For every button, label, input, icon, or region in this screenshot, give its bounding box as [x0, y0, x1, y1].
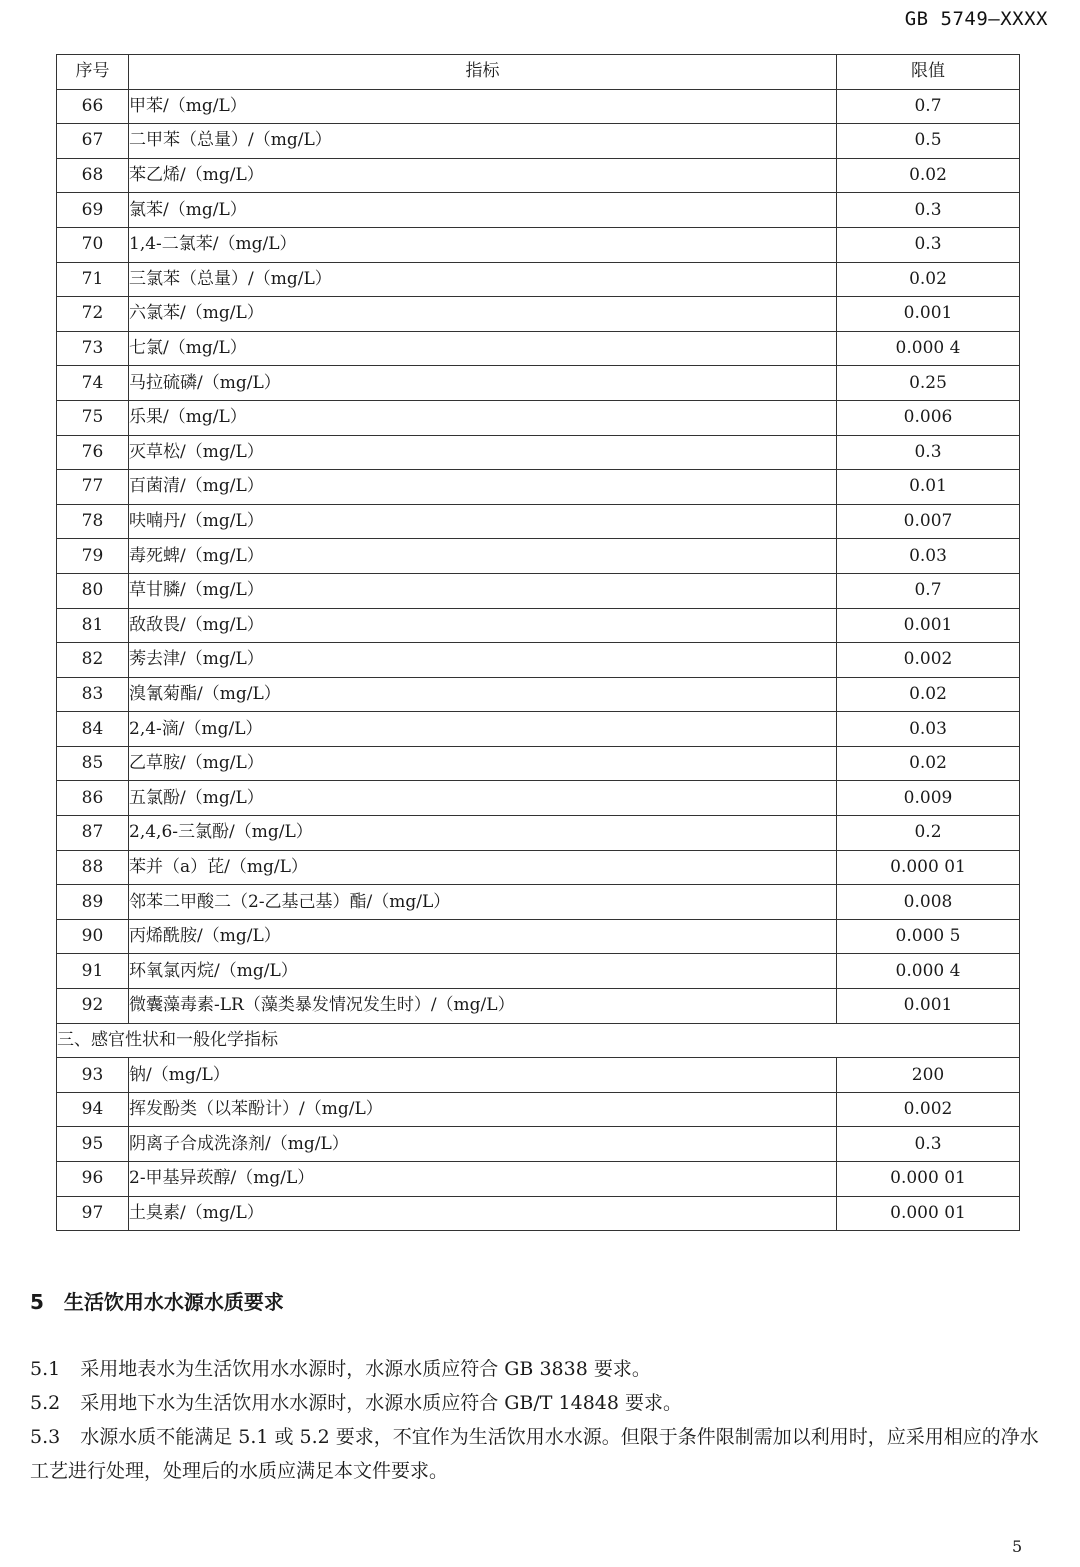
row-indicator: 2,4,6-三氯酚/（mg/L） [129, 816, 837, 851]
table-row [57, 470, 1020, 505]
row-number: 78 [57, 504, 129, 539]
row-indicator: 土臭素/（mg/L） [129, 1196, 837, 1231]
row-limit: 0.3 [837, 227, 1020, 262]
table-row [57, 919, 1020, 954]
row-limit: 0.007 [837, 504, 1020, 539]
row-indicator: 溴氰菊酯/（mg/L） [129, 677, 837, 712]
table-row [57, 781, 1020, 816]
row-limit: 0.02 [837, 262, 1020, 297]
row-number: 71 [57, 262, 129, 297]
row-number: 97 [57, 1196, 129, 1231]
row-number: 90 [57, 919, 129, 954]
clause-number: 5.2 [30, 1392, 61, 1414]
row-limit: 0.000 5 [837, 919, 1020, 954]
row-indicator: 阴离子合成洗涤剂/（mg/L） [129, 1127, 837, 1162]
table-row [57, 124, 1020, 159]
table-row [57, 608, 1020, 643]
row-number: 74 [57, 366, 129, 401]
table-row [57, 504, 1020, 539]
row-indicator: 2-甲基异莰醇/（mg/L） [129, 1162, 837, 1197]
column-header-number: 序号 [57, 55, 129, 90]
row-number: 95 [57, 1127, 129, 1162]
row-limit: 0.000 01 [837, 1196, 1020, 1231]
clause-5-2 [30, 1386, 1050, 1420]
row-indicator: 灭草松/（mg/L） [129, 435, 837, 470]
row-indicator: 2,4-滴/（mg/L） [129, 712, 837, 747]
table-row [57, 400, 1020, 435]
table-row [57, 712, 1020, 747]
table-row [57, 1058, 1020, 1093]
section-5-heading [30, 1286, 284, 1315]
row-number: 84 [57, 712, 129, 747]
row-limit: 0.02 [837, 677, 1020, 712]
row-number: 66 [57, 89, 129, 124]
row-number: 76 [57, 435, 129, 470]
table-row [57, 677, 1020, 712]
table-row [57, 885, 1020, 920]
row-number: 79 [57, 539, 129, 574]
row-number: 80 [57, 573, 129, 608]
table-row [57, 573, 1020, 608]
section-title-text: 生活饮用水水源水质要求 [63, 1290, 284, 1314]
row-limit: 0.5 [837, 124, 1020, 159]
row-limit: 200 [837, 1058, 1020, 1093]
row-limit: 0.002 [837, 643, 1020, 678]
table-row [57, 643, 1020, 678]
table-row [57, 1092, 1020, 1127]
row-indicator: 马拉硫磷/（mg/L） [129, 366, 837, 401]
row-indicator: 百菌清/（mg/L） [129, 470, 837, 505]
row-limit: 0.002 [837, 1092, 1020, 1127]
row-indicator: 莠去津/（mg/L） [129, 643, 837, 678]
section-title: 三、感官性状和一般化学指标 [57, 1023, 1020, 1058]
row-indicator: 邻苯二甲酸二（2-乙基己基）酯/（mg/L） [129, 885, 837, 920]
row-indicator: 二甲苯（总量）/（mg/L） [129, 124, 837, 159]
row-number: 91 [57, 954, 129, 989]
row-limit: 0.3 [837, 435, 1020, 470]
clause-number: 5.3 [30, 1426, 61, 1448]
clause-text: 采用地下水为生活饮用水水源时，水源水质应符合 GB/T 14848 要求。 [80, 1392, 682, 1414]
row-limit: 0.2 [837, 816, 1020, 851]
row-limit: 0.3 [837, 193, 1020, 228]
row-limit: 0.02 [837, 746, 1020, 781]
row-indicator: 环氧氯丙烷/（mg/L） [129, 954, 837, 989]
row-indicator: 乙草胺/（mg/L） [129, 746, 837, 781]
row-limit: 0.000 01 [837, 850, 1020, 885]
row-number: 77 [57, 470, 129, 505]
row-indicator: 微囊藻毒素-LR（藻类暴发情况发生时）/（mg/L） [129, 989, 837, 1024]
row-number: 69 [57, 193, 129, 228]
page-number: 5 [1012, 1537, 1023, 1556]
row-limit: 0.02 [837, 158, 1020, 193]
row-limit: 0.03 [837, 712, 1020, 747]
row-number: 81 [57, 608, 129, 643]
table-body-toxicology [57, 89, 1020, 1023]
row-number: 92 [57, 989, 129, 1024]
row-indicator: 草甘膦/（mg/L） [129, 573, 837, 608]
table-row [57, 1196, 1020, 1231]
table-row [57, 539, 1020, 574]
table-row [57, 89, 1020, 124]
row-indicator: 毒死蜱/（mg/L） [129, 539, 837, 574]
row-indicator: 苯乙烯/（mg/L） [129, 158, 837, 193]
row-number: 89 [57, 885, 129, 920]
section-row [57, 1023, 1020, 1058]
row-limit: 0.001 [837, 989, 1020, 1024]
table-row [57, 989, 1020, 1024]
table-section [57, 1023, 1020, 1058]
row-indicator: 七氯/（mg/L） [129, 331, 837, 366]
row-limit: 0.7 [837, 573, 1020, 608]
table-row [57, 366, 1020, 401]
table-row [57, 1162, 1020, 1197]
table-row [57, 193, 1020, 228]
row-indicator: 钠/（mg/L） [129, 1058, 837, 1093]
row-number: 88 [57, 850, 129, 885]
row-number: 83 [57, 677, 129, 712]
column-header-limit: 限值 [837, 55, 1020, 90]
row-indicator: 丙烯酰胺/（mg/L） [129, 919, 837, 954]
row-limit: 0.01 [837, 470, 1020, 505]
table-row [57, 954, 1020, 989]
clause-text: 水源水质不能满足 5.1 或 5.2 要求，不宜作为生活饮用水水源。但限于条件限制需加以利用时，应采用相应的净水工艺进行处理，处理后的水质应满足本文件要求。 [30, 1426, 1039, 1482]
row-limit: 0.03 [837, 539, 1020, 574]
table-row [57, 850, 1020, 885]
table-row [57, 331, 1020, 366]
row-number: 75 [57, 400, 129, 435]
row-indicator: 五氯酚/（mg/L） [129, 781, 837, 816]
row-number: 93 [57, 1058, 129, 1093]
column-header-indicator: 指标 [129, 55, 837, 90]
row-number: 86 [57, 781, 129, 816]
row-indicator: 挥发酚类（以苯酚计）/（mg/L） [129, 1092, 837, 1127]
row-number: 68 [57, 158, 129, 193]
table-header [57, 55, 1020, 90]
table-row [57, 1127, 1020, 1162]
row-number: 82 [57, 643, 129, 678]
row-limit: 0.008 [837, 885, 1020, 920]
table-body-sensory [57, 1058, 1020, 1231]
row-indicator: 呋喃丹/（mg/L） [129, 504, 837, 539]
table-row [57, 262, 1020, 297]
row-number: 72 [57, 297, 129, 332]
row-number: 96 [57, 1162, 129, 1197]
row-number: 94 [57, 1092, 129, 1127]
row-number: 70 [57, 227, 129, 262]
row-limit: 0.000 4 [837, 331, 1020, 366]
table-header-row [57, 55, 1020, 90]
row-indicator: 1,4-二氯苯/（mg/L） [129, 227, 837, 262]
row-limit: 0.000 4 [837, 954, 1020, 989]
row-indicator: 甲苯/（mg/L） [129, 89, 837, 124]
table-row [57, 746, 1020, 781]
row-indicator: 乐果/（mg/L） [129, 400, 837, 435]
row-limit: 0.3 [837, 1127, 1020, 1162]
row-indicator: 氯苯/（mg/L） [129, 193, 837, 228]
row-indicator: 三氯苯（总量）/（mg/L） [129, 262, 837, 297]
table-row [57, 227, 1020, 262]
row-limit: 0.000 01 [837, 1162, 1020, 1197]
row-limit: 0.001 [837, 297, 1020, 332]
row-limit: 0.25 [837, 366, 1020, 401]
row-number: 67 [57, 124, 129, 159]
row-limit: 0.006 [837, 400, 1020, 435]
clause-number: 5.1 [30, 1358, 61, 1380]
section-number: 5 [30, 1290, 44, 1314]
table-row [57, 435, 1020, 470]
row-limit: 0.001 [837, 608, 1020, 643]
table-row [57, 297, 1020, 332]
clause-5-3 [30, 1420, 1050, 1488]
standard-code: GB 5749—XXXX [904, 8, 1048, 30]
row-indicator: 苯并（a）芘/（mg/L） [129, 850, 837, 885]
table-row [57, 816, 1020, 851]
row-indicator: 六氯苯/（mg/L） [129, 297, 837, 332]
clause-5-1 [30, 1352, 1050, 1386]
row-indicator: 敌敌畏/（mg/L） [129, 608, 837, 643]
row-number: 87 [57, 816, 129, 851]
row-number: 85 [57, 746, 129, 781]
row-number: 73 [57, 331, 129, 366]
row-limit: 0.7 [837, 89, 1020, 124]
clause-text: 采用地表水为生活饮用水水源时，水源水质应符合 GB 3838 要求。 [80, 1358, 651, 1380]
row-limit: 0.009 [837, 781, 1020, 816]
indicator-limits-table [56, 54, 1020, 1231]
table-row [57, 158, 1020, 193]
